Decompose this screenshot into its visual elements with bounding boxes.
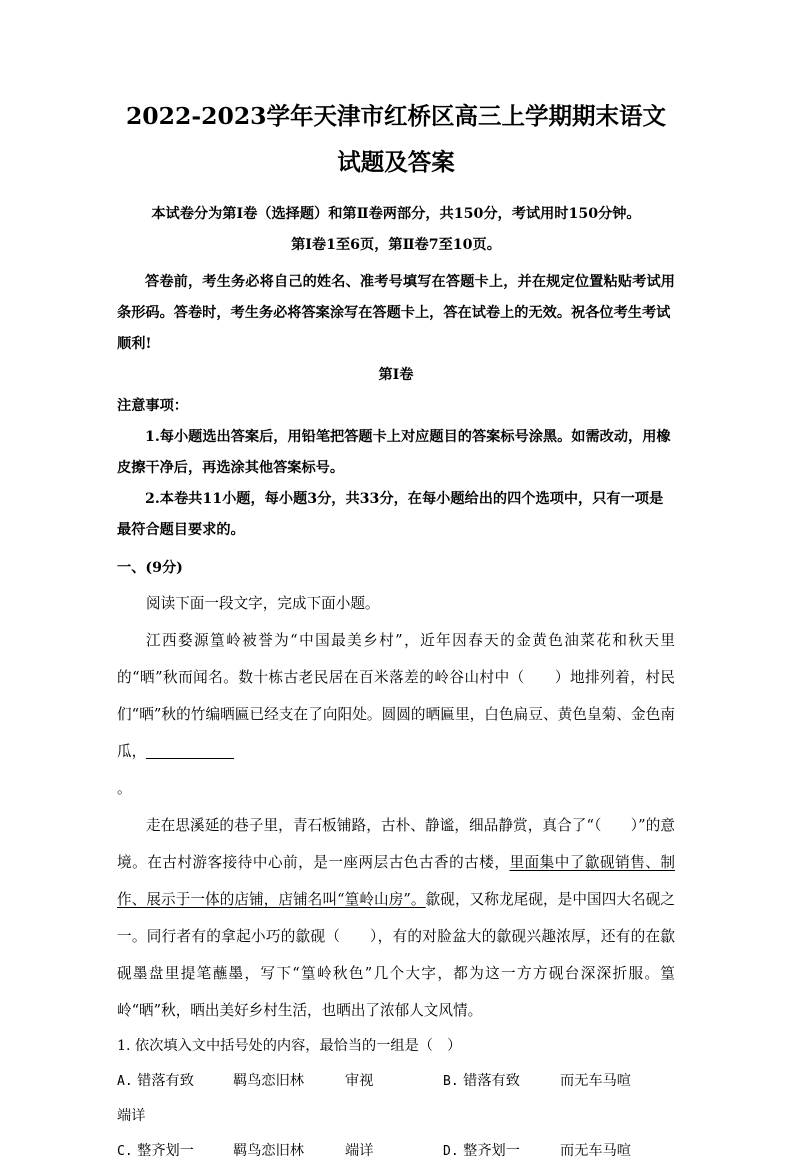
passage-1-segment-a: 江西婺源篁岭被誉为“中国最美乡村”，近年因春天的金黄色油菜花和秋天里的“晒”秋而闻名。数十栋古老民居在百米落差的岭谷山村中（: [117, 632, 675, 686]
fill-instructions-tail: 顺利!: [117, 336, 152, 352]
attention-label: 注意事项：: [117, 398, 188, 414]
option-b[interactable]: [443, 1064, 520, 1099]
question-1-stem: 1. 依次填入文中括号处的内容，最恰当的一组是（ ）: [117, 1038, 462, 1054]
attention-item-1: 1.每小题选出答案后，用铅笔把答题卡上对应题目的答案标号涂黑。如需改动，用橡: [145, 429, 671, 445]
option-c-choice-3-cell[interactable]: [345, 1134, 373, 1169]
passage-1-tail-period: 。: [117, 780, 132, 797]
fill-in-blank: [146, 758, 234, 759]
passage-2-segment-d: ），有的对脸盆大的歙砚兴趣浓厚，还有的在歙砚墨盘里提笔蘸墨，写下“篁岭秋色”几个大字，都为这一方方砚台深深折服。篁岭“晒”秋，晒出美好乡村生活，也晒出了浓郁人文风情。: [117, 928, 675, 1019]
option-d-choice-2: 而无车马喧: [560, 1143, 631, 1159]
attention-item-1-tail: 皮擦干净后，再选涂其他答案标号。: [117, 460, 345, 476]
option-b-choice-2: 而无车马喧: [560, 1073, 631, 1089]
option-row-ab: [117, 1064, 675, 1099]
attention-item-2-tail: 最符合题目要求的。: [117, 522, 245, 538]
option-b-choice-1: 错落有致: [463, 1073, 520, 1089]
option-c-mark: C.: [117, 1144, 133, 1159]
option-a[interactable]: [117, 1064, 194, 1099]
part-one-heading: 一、(9分): [117, 560, 183, 576]
passage-paragraph-2: [117, 807, 675, 1029]
exam-structure-notice: 本试卷分为第Ⅰ卷（选择题）和第Ⅱ卷两部分，共150分，考试用时150分钟。: [151, 206, 641, 222]
passage-2-segment-b: ）”的意境。在古村游客接待中心前，是一座两层古色古香的古楼，: [117, 817, 675, 871]
option-b-choice-2-cell[interactable]: [560, 1064, 631, 1099]
option-a-choice-2: 羁鸟恋旧林: [233, 1073, 304, 1089]
spacer: [117, 185, 675, 199]
option-a-choice-3: 审视: [345, 1073, 374, 1089]
inline-blank-parenthesis: [601, 817, 630, 834]
option-c[interactable]: [117, 1134, 194, 1169]
fill-instructions: 答卷前，考生务必将自己的姓名、准考号填写在答题卡上，并在规定位置粘贴考试用条形码。答卷时，考生务必将答案涂写在答题卡上，答在试卷上的无效。祝各位考生考试: [117, 274, 675, 321]
attention-item-2: 2.本卷共11小题，每小题3分，共33分，在每小题给出的四个选项中，只有一项是: [145, 491, 664, 507]
inline-blank-parenthesis: [525, 669, 555, 686]
passage-2-segment-c: 歙砚，又称龙尾砚，是中国四大名砚之一。同行者有的拿起小巧的歙砚（: [117, 891, 675, 945]
reading-instruction: 阅读下面一段文字，完成下面小题。: [146, 595, 380, 612]
underlined-sentence: 里面集中了歙砚销售、制作、展示于一体的店铺，店铺名叫“篁岭山房”。: [117, 854, 675, 908]
option-c-choice-3: 端详: [345, 1143, 374, 1159]
passage-paragraph-1: [117, 622, 675, 770]
option-row-cd: [117, 1134, 675, 1169]
passage-2-segment-a: 走在思溪延的巷子里，青石板铺路，古朴、静谧，细品静赏，真合了“（: [146, 817, 602, 834]
option-d-choice-1: 整齐划一: [463, 1143, 520, 1159]
passage-1-segment-b: ）地排列着，村民们“晒”秋的竹编晒匾已经支在了向阳处。圆圆的晒匾里，白色扁豆、黄色皇菊、金色南瓜，: [117, 669, 675, 760]
option-a-mark: A.: [117, 1074, 133, 1089]
option-a-choice-3-cell[interactable]: [345, 1064, 373, 1099]
option-d-mark: D.: [443, 1144, 459, 1159]
option-d-choice-2-cell[interactable]: [560, 1134, 631, 1169]
option-a-choice-1: 错落有致: [137, 1073, 194, 1089]
page-title: 2022-2023学年天津市红桥区高三上学期期末语文试题及答案: [125, 102, 667, 176]
inline-blank-parenthesis: [340, 928, 370, 945]
option-d[interactable]: [443, 1134, 520, 1169]
page-range-notice: 第Ⅰ卷1至6页，第Ⅱ卷7至10页。: [291, 237, 501, 253]
section-one-header: 第Ⅰ卷: [378, 367, 414, 383]
option-b-mark: B.: [443, 1074, 459, 1089]
option-c-choice-2-cell[interactable]: [233, 1134, 304, 1169]
option-c-choice-2: 羁鸟恋旧林: [233, 1143, 304, 1159]
page-content: [117, 0, 675, 1169]
option-c-choice-1: 整齐划一: [137, 1143, 194, 1159]
option-a-choice-2-cell[interactable]: [233, 1064, 304, 1099]
option-b-wrapped-tail: 端详: [117, 1108, 146, 1124]
